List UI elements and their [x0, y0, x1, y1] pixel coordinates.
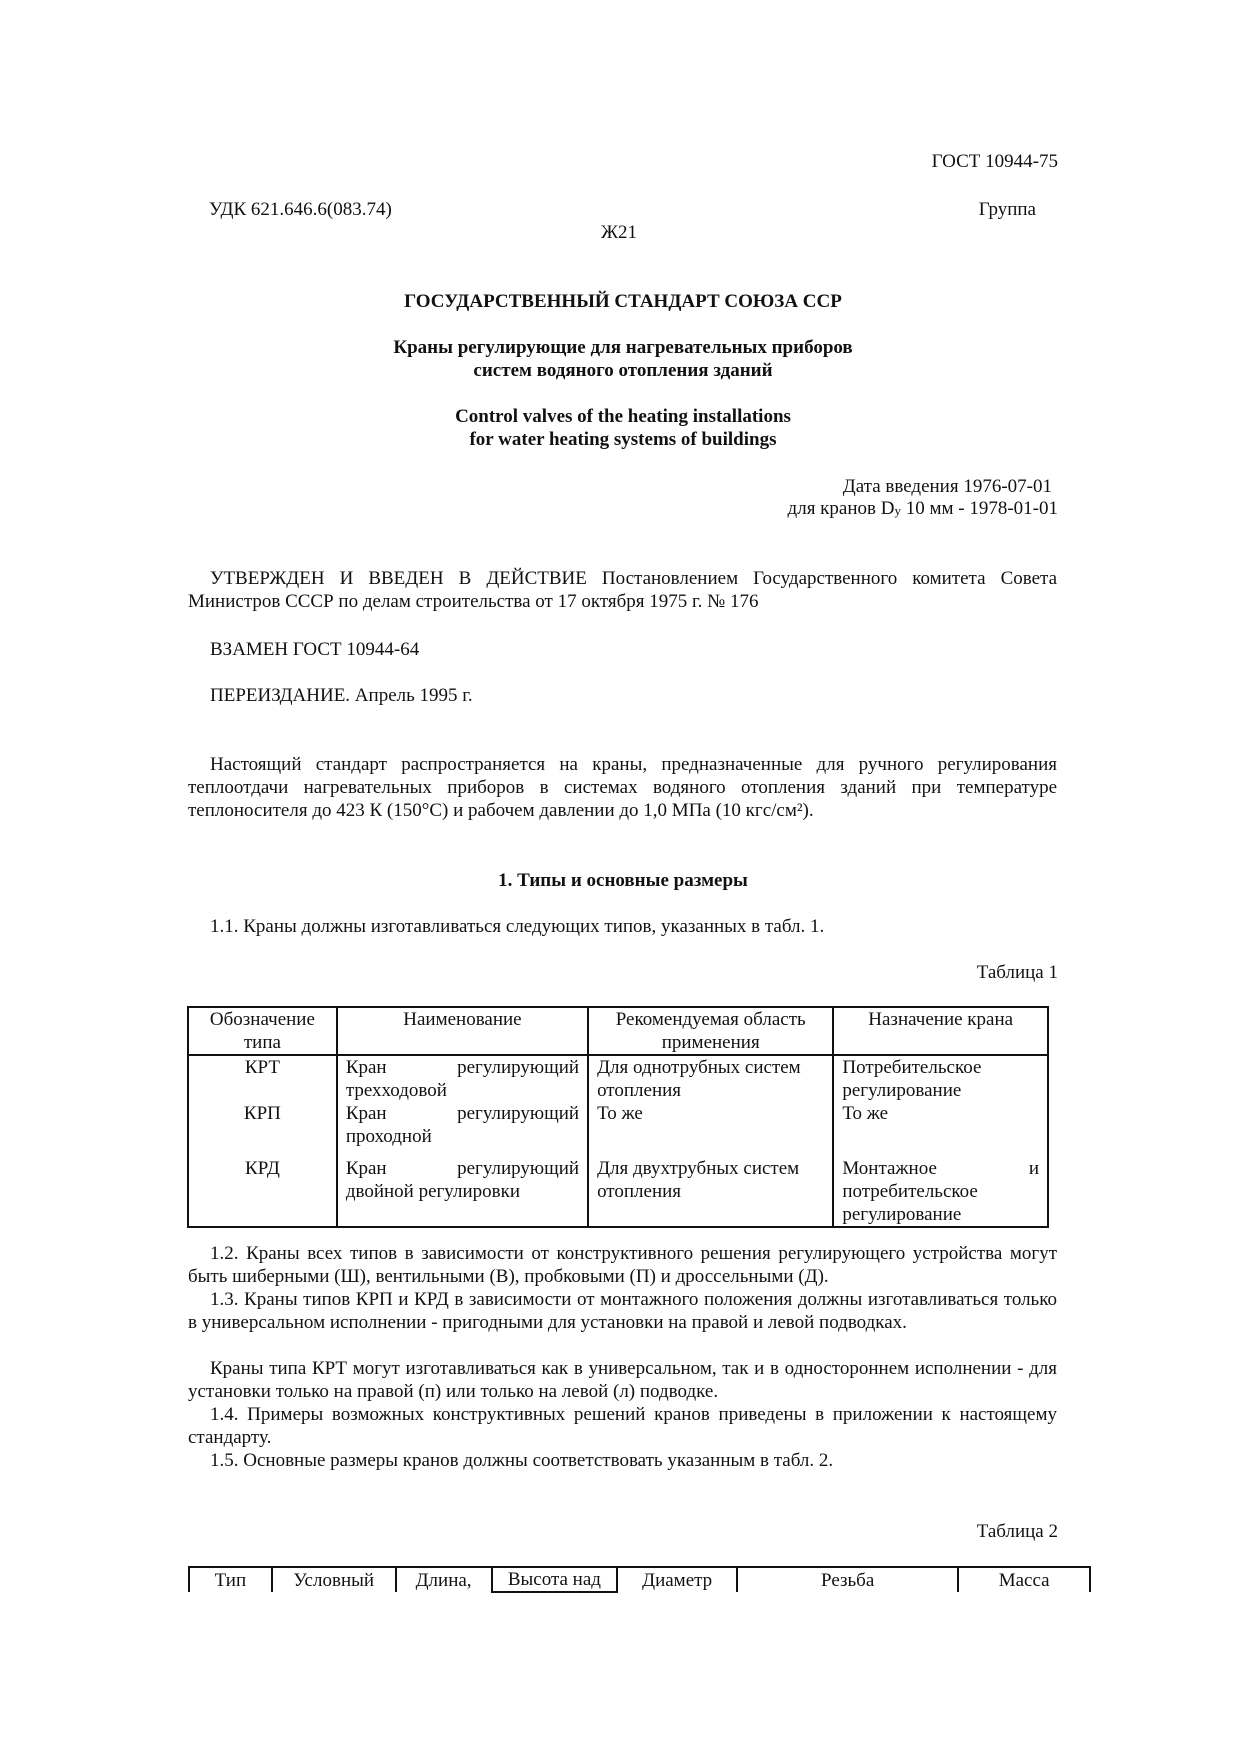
header-thread: Резьба [737, 1567, 958, 1592]
cell-name [337, 1055, 588, 1102]
udk-code: УДК 621.646.6(083.74) [209, 199, 392, 220]
purpose-line: потребительское регулирование [842, 1181, 978, 1225]
paragraph-1-5: 1.5. Основные размеры кранов должны соответствовать указанным в табл. 2. [210, 1450, 834, 1471]
name-line: проходной [345, 1126, 432, 1147]
effective-date-dn10: для кранов $D_у$ 10 мм - 1978-01-01 [787, 498, 1058, 519]
cell-type: КРД [188, 1157, 337, 1227]
header-name: Наименование [337, 1007, 588, 1055]
cell-type: КРП [188, 1102, 337, 1157]
group-label: Группа [978, 199, 1036, 220]
table-row [188, 1055, 1048, 1102]
header-area: Рекомендуемая область применения [588, 1007, 833, 1055]
title-en-line2: for water heating systems of buildings [469, 429, 777, 450]
header-length: Длина, [396, 1567, 492, 1592]
paragraph-1-3b: Краны типа КРТ могут изготавливаться как в универсальном, так и в одностороннем исполнении - для установки только на правой (п) или только на левой (л) подводке. [188, 1358, 1057, 1402]
cell-type: КРТ [188, 1055, 337, 1102]
title-ru-line2: систем водяного отопления зданий [473, 360, 773, 381]
header-height: Высота над [492, 1567, 618, 1592]
purpose-line: Монтажное и [842, 1158, 1039, 1179]
table-header-row [189, 1567, 1090, 1592]
gost-number: ГОСТ 10944-75 [931, 151, 1058, 172]
replaces-paragraph: ВЗАМЕН ГОСТ 10944-64 [210, 639, 420, 660]
paragraph-1-1: 1.1. Краны должны изготавливаться следующих типов, указанных в табл. 1. [210, 916, 825, 937]
cell-name [337, 1157, 588, 1227]
name-line: трехходовой [345, 1080, 447, 1101]
reissue-paragraph: ПЕРЕИЗДАНИЕ. Апрель 1995 г. [210, 685, 473, 706]
header-type: Обозначение типа [188, 1007, 337, 1055]
cell-area: Для однотрубных систем отопления [588, 1055, 833, 1102]
table1-caption: Таблица 1 [976, 962, 1058, 983]
name-line: Кран регулирующий [345, 1103, 580, 1124]
table-2 [188, 1566, 1091, 1593]
paragraph-1-4: 1.4. Примеры возможных конструктивных решений кранов приведены в приложении к настоящему стандарту. [188, 1404, 1057, 1448]
name-line: Кран регулирующий [345, 1158, 580, 1179]
document-title: ГОСУДАРСТВЕННЫЙ СТАНДАРТ СОЮЗА ССР [404, 291, 842, 312]
approval-paragraph: УТВЕРЖДЕН И ВВЕДЕН В ДЕЙСТВИЕ Постановлением Государственного комитета Совета Министров СССР по делам строительства от 17 октября 1975 г. № 176 [188, 568, 1057, 612]
paragraph-1-3: 1.3. Краны типов КРП и КРД в зависимости от монтажного положения должны изготавливаться только в универсальном исполнении - пригодными для установки на правой и левой подводках. [188, 1289, 1057, 1333]
title-ru-line1: Краны регулирующие для нагревательных приборов [393, 337, 853, 358]
table-row [188, 1102, 1048, 1157]
table-header-row [188, 1007, 1048, 1055]
table-1 [187, 1006, 1049, 1228]
title-en-line1: Control valves of the heating installations [455, 406, 791, 427]
name-line: двойной регулировки [345, 1181, 520, 1202]
cell-purpose [833, 1157, 1048, 1227]
cell-name [337, 1102, 588, 1157]
section-heading: 1. Типы и основные размеры [498, 870, 748, 891]
header-type: Тип [189, 1567, 272, 1592]
header-diameter: Диаметр [617, 1567, 737, 1592]
name-line: Кран регулирующий [345, 1057, 580, 1078]
header-nominal: Условный [272, 1567, 396, 1592]
cell-purpose: Потребительское регулирование [833, 1055, 1048, 1102]
scope-paragraph: Настоящий стандарт распространяется на краны, предназначенные для ручного регулирования теплоотдачи нагревательных приборов в системах водяного отопления зданий при температуре теплоносителя до 423 К (150°С) и рабочем давлении до 1,0 МПа (10 кгс/см²). [188, 754, 1057, 821]
cell-area: То же [588, 1102, 833, 1157]
group-code: Ж21 [601, 222, 638, 243]
effective-date: Дата введения 1976-07-01 [842, 476, 1052, 497]
table2-caption: Таблица 2 [976, 1521, 1058, 1542]
header-mass: Масса [958, 1567, 1090, 1592]
cell-purpose: То же [833, 1102, 1048, 1157]
table-row [188, 1157, 1048, 1227]
paragraph-1-2: 1.2. Краны всех типов в зависимости от конструктивного решения регулирующего устройства могут быть шиберными (Ш), вентильными (В), пробковыми (П) и дроссельными (Д). [188, 1243, 1057, 1287]
header-purpose: Назначение крана [833, 1007, 1048, 1055]
cell-area: Для двухтрубных систем отопления [588, 1157, 833, 1227]
